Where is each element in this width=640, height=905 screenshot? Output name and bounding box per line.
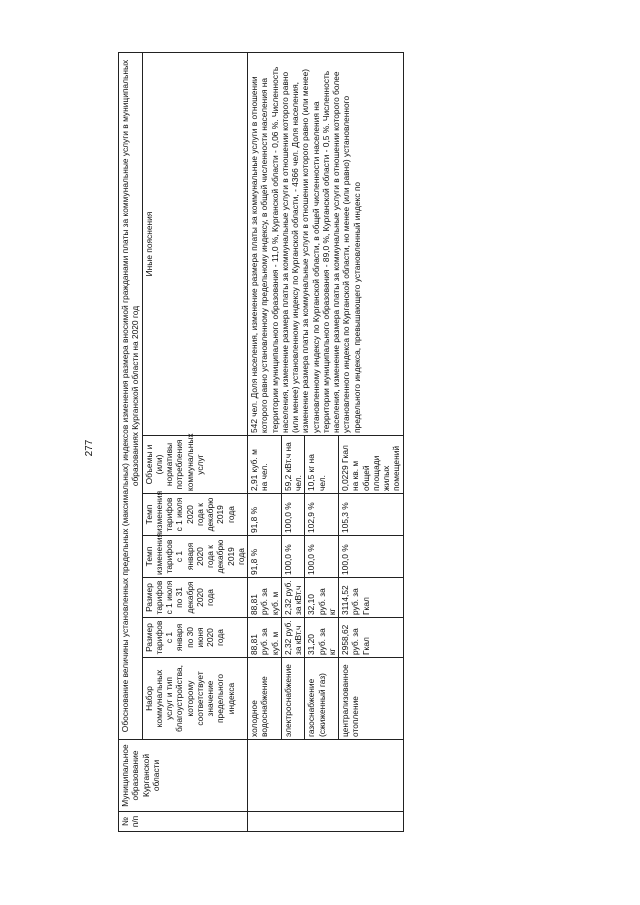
cell-rate-jul: 102,9 %	[305, 494, 339, 536]
cell-volume: 2,91 куб. м на чел.	[248, 436, 282, 494]
header-no: № п/п	[119, 812, 248, 832]
rotated-table-frame	[118, 52, 544, 832]
cell-service: холодное водоснабжение	[248, 658, 282, 740]
header-row-sub	[142, 53, 248, 832]
cell-tariff-jan: 2,32 руб. за кВт.ч	[281, 618, 305, 658]
cell-tariff-jul: 88,81 руб. за куб. м	[248, 578, 282, 618]
cell-rate-jul: 105,3 %	[339, 494, 404, 536]
cell-volume: 10,5 кг на чел.	[305, 436, 339, 494]
header-rate-jul: Темп изменения тарифов с 1 июля 2020 года к декабрю 2019 года	[142, 494, 248, 536]
cell-rate-jan: 100,0 %	[339, 536, 404, 578]
header-municipality: Муниципальное образование Курганской области	[119, 740, 248, 812]
cell-rate-jul: 100,0 %	[281, 494, 305, 536]
cell-notes: 542 чел. Доля населения, изменение размера платы за коммунальные услуги в отношении которого равно установленному предельному индексу, в общей численности населения на территории муниципального образования - 11,0 %, Курганской области - 0,06 %. Численность населения, изменение размера платы за коммунальные услуги в отношении которого равно (или менее) установленному индексу по Курганской области, - 4366 чел. Доля населения, изменение размера платы за коммунальные услуги в отношении которого равно (или менее) установленному индексу по Курганской области, в общей численности населения на территории муниципального образования - 89,0 %, Курганской области - 0,5 %. Численность населения, изменение размера платы за коммунальные услуги в отношении которого более установленного индекса по Курганской области, но менее (или равно) установленного предельного индекса, превышающего установленный индекс по	[248, 53, 404, 436]
page-number: 277	[84, 439, 95, 457]
header-tariff-jan: Размер тарифов с 1 января по 30 июня 2020 года	[142, 618, 248, 658]
cell-volume: 59,2 кВт.ч на чел.	[281, 436, 305, 494]
table-row	[248, 53, 282, 832]
header-notes: Иные пояснения	[142, 53, 248, 436]
header-rate-jan: Темп изменения тарифов с 1 января 2020 года к декабрю 2019 года	[142, 536, 248, 578]
cell-volume: 0,0229 Гкал на кв. м общей площади жилых помещений	[339, 436, 404, 494]
header-main: Обоснование величины установленных предельных (максимальных) индексов изменения размера вносимой гражданами платы за коммунальные услуги в муниципальных образованиях Курганской области на 2020 год	[119, 53, 143, 740]
cell-tariff-jan: 2958,62 руб. за Гкал	[339, 618, 404, 658]
cell-service: газоснабжение (сжиженный газ)	[305, 658, 339, 740]
cell-municipality	[248, 740, 404, 812]
header-services: Набор коммунальных услуг и тип благоустройства, которому соответствует значение предельного индекса	[142, 658, 248, 740]
cell-tariff-jan: 31,20 руб. за кг	[305, 618, 339, 658]
tariff-index-table	[118, 52, 404, 832]
cell-tariff-jul: 32,10 руб. за кг	[305, 578, 339, 618]
cell-rate-jan: 100,0 %	[305, 536, 339, 578]
cell-tariff-jul: 2,32 руб. за кВт.ч	[281, 578, 305, 618]
table-wrapper	[118, 52, 544, 832]
cell-rate-jul: 91,8 %	[248, 494, 282, 536]
header-volumes: Объемы и (или) нормативы потребления коммунальных услуг	[142, 436, 248, 494]
header-row-main	[119, 53, 143, 832]
cell-service: централизованное отопление	[339, 658, 404, 740]
cell-service: электроснабжение	[281, 658, 305, 740]
header-tariff-jul: Размер тарифов с 1 июля по 31 декабря 2020 года	[142, 578, 248, 618]
cell-rate-jan: 100,0 %	[281, 536, 305, 578]
cell-no	[248, 812, 404, 832]
cell-tariff-jan: 88,81 руб. за куб. м	[248, 618, 282, 658]
cell-rate-jan: 91,8 %	[248, 536, 282, 578]
cell-tariff-jul: 3114,52 руб. за Гкал	[339, 578, 404, 618]
